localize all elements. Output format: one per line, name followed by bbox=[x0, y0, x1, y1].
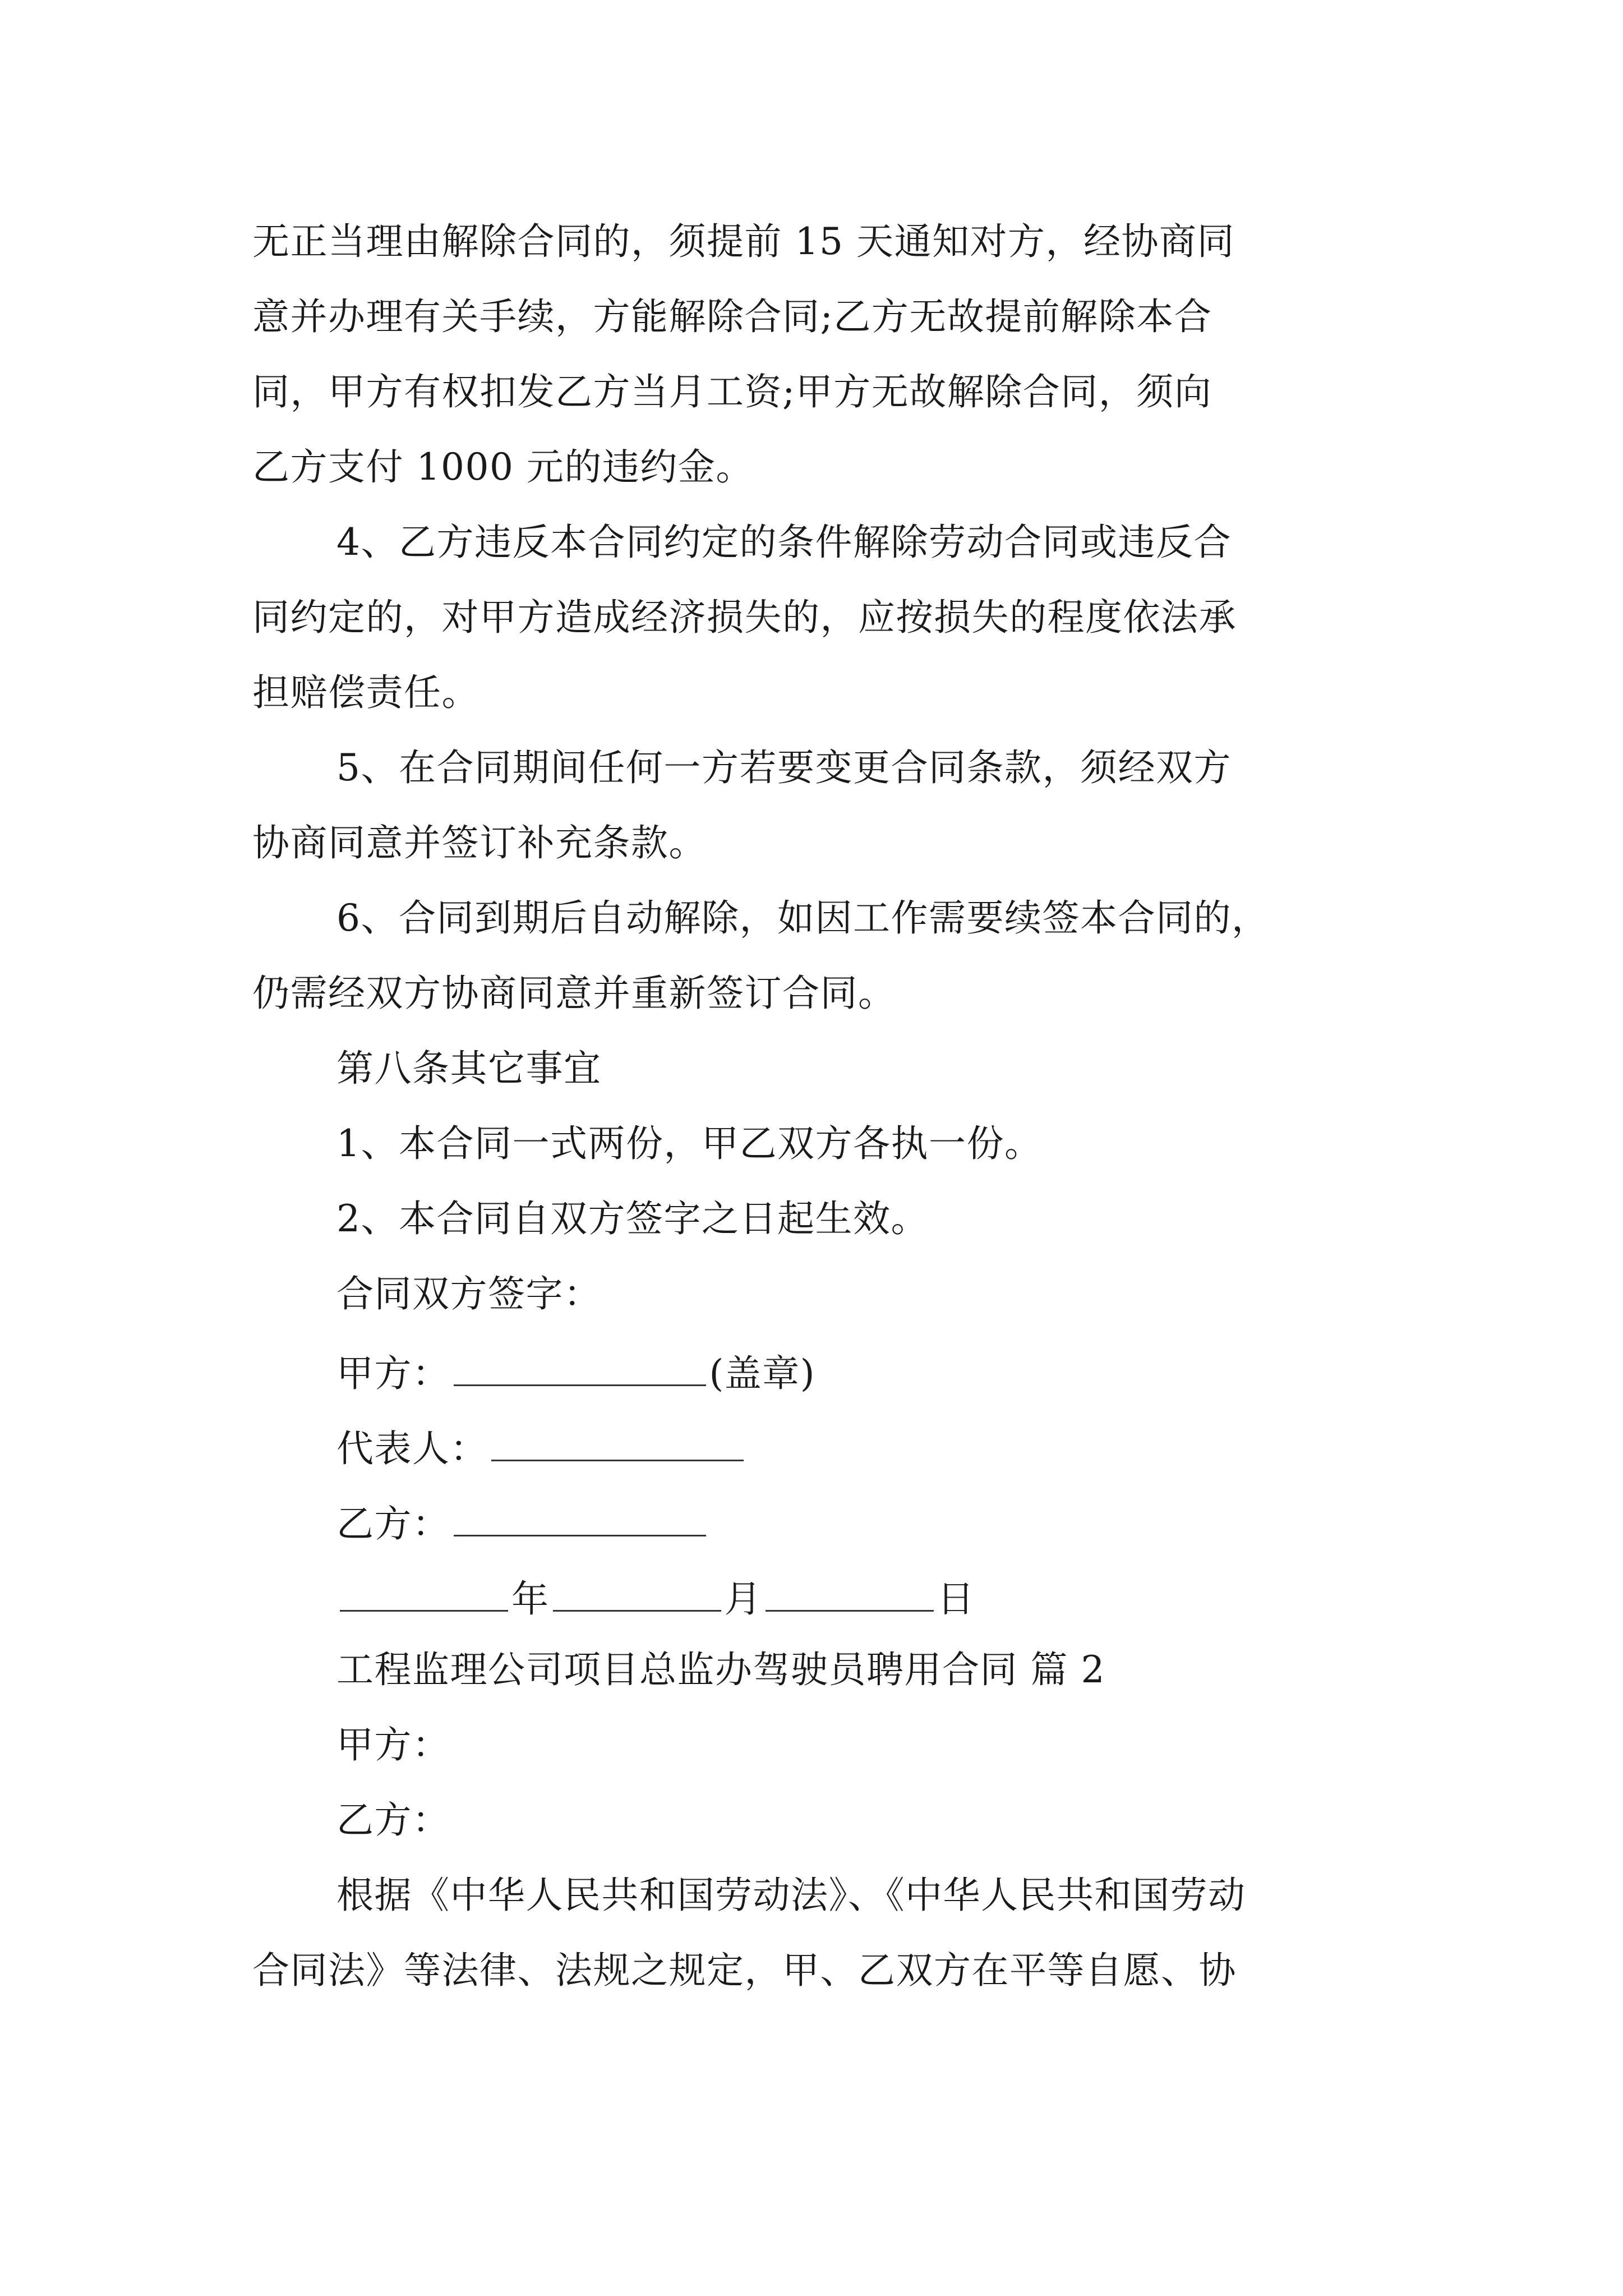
contract-title: 工程监理公司项目总监办驾驶员聘用合同 篇 2 bbox=[336, 1648, 1105, 1691]
party-a-blank bbox=[454, 1351, 706, 1386]
text-line: 协商同意并签订补充条款。 bbox=[252, 821, 707, 864]
text-line: 根据《中华人民共和国劳动法》、《中华人民共和国劳动 bbox=[336, 1874, 1246, 1917]
representative-blank bbox=[491, 1426, 744, 1461]
party-b-label: 乙方： bbox=[336, 1502, 450, 1545]
party-a-signature-line bbox=[336, 1351, 815, 1395]
day-blank bbox=[766, 1576, 934, 1612]
representative-signature-line bbox=[336, 1426, 747, 1470]
text-line: 5、在合同期间任何一方若要变更合同条款，须经双方 bbox=[336, 746, 1232, 789]
text-line: 仍需经双方协商同意并重新签订合同。 bbox=[252, 972, 896, 1015]
party-b-signature-line bbox=[336, 1501, 709, 1543]
day-label: 日 bbox=[937, 1577, 975, 1621]
representative-label: 代表人： bbox=[336, 1427, 488, 1470]
text-line: 合同双方签字： bbox=[336, 1272, 602, 1315]
month-blank bbox=[553, 1576, 721, 1612]
year-blank bbox=[340, 1576, 508, 1612]
year-label: 年 bbox=[511, 1577, 550, 1621]
text-line: 2、本合同自双方签字之日起生效。 bbox=[336, 1197, 929, 1240]
text-line: 1、本合同一式两份，甲乙双方各执一份。 bbox=[336, 1122, 1043, 1165]
party-a-field: 甲方： bbox=[336, 1723, 450, 1766]
party-b-blank bbox=[454, 1501, 706, 1536]
text-line: 无正当理由解除合同的，须提前 15 天通知对方，经协商同 bbox=[252, 220, 1235, 263]
section-heading: 第八条其它事宜 bbox=[336, 1047, 602, 1090]
text-line: 6、合同到期后自动解除，如因工作需要续签本合同的， bbox=[336, 896, 1270, 940]
party-a-label: 甲方： bbox=[336, 1352, 450, 1395]
text-line: 担赔偿责任。 bbox=[252, 671, 479, 714]
party-b-field: 乙方： bbox=[336, 1798, 450, 1842]
month-label: 月 bbox=[724, 1577, 762, 1621]
text-line: 乙方支付 1000 元的违约金。 bbox=[252, 445, 754, 489]
text-line: 4、乙方违反本合同约定的条件解除劳动合同或违反合 bbox=[336, 521, 1232, 564]
party-a-seal-label: (盖章) bbox=[709, 1352, 815, 1395]
text-line: 同约定的，对甲方造成经济损失的，应按损失的程度依法承 bbox=[252, 596, 1237, 639]
text-line: 意并办理有关手续，方能解除合同;乙方无故提前解除本合 bbox=[252, 295, 1212, 338]
date-line bbox=[336, 1576, 975, 1621]
text-line: 同，甲方有权扣发乙方当月工资;甲方无故解除合同，须向 bbox=[252, 370, 1212, 413]
text-line: 合同法》等法律、法规之规定，甲、乙双方在平等自愿、协 bbox=[252, 1949, 1237, 1992]
